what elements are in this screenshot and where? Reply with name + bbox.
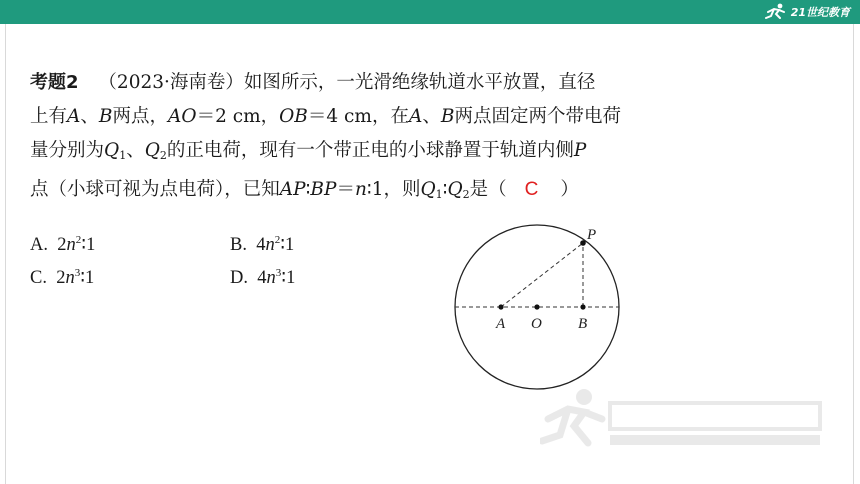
text-segment: ） [560,179,579,200]
exponent: 3 [275,267,282,279]
text-segment: 、 [126,140,145,161]
question-source: （2023·海南卷） [98,72,244,93]
point-o [534,304,539,309]
segment-ao-symbol: AO [168,106,197,127]
option-ratio: ∶1 [81,235,96,255]
segment-ap-symbol: AP [279,179,306,200]
option-ratio: ∶1 [280,235,295,255]
label-a: A [496,316,506,332]
text-segment: ＝ [336,179,355,200]
option-letter: A. [30,235,48,255]
point-b-symbol: B [98,106,113,127]
brand-logo-text: 21世纪教育 [790,6,850,19]
label-o: O [531,316,542,332]
text-segment: ＝2 cm， [196,106,280,127]
left-divider [5,24,6,484]
question-text [30,66,710,212]
question-line-1-text: 如图所示，一光滑绝缘轨道水平放置，直径 [243,72,596,93]
point-b-symbol: B [440,106,455,127]
label-p: P [587,227,597,243]
subscript: 2 [159,149,167,162]
option-ratio: ∶1 [80,268,95,288]
point-a-symbol: A [408,106,423,127]
option-letter: B. [230,235,247,255]
text-segment: ∶ [305,179,311,200]
point-a-symbol: A [67,106,81,127]
exponent: 3 [74,267,81,279]
text-segment: 是（ [469,179,507,200]
label-b: B [578,316,588,332]
text-segment: 两点固定两个带电荷 [454,106,621,127]
exponent: 2 [274,234,281,246]
option-coefficient: 4 [256,235,266,255]
track-diagram [440,222,640,402]
text-segment: ∶1，则 [366,179,421,200]
segment-ob-symbol: OB [279,106,308,127]
answer-mark: C [524,179,539,200]
option-c[interactable] [30,257,94,295]
option-ratio: ∶1 [281,268,296,288]
option-coefficient: 2 [56,268,66,288]
option-coefficient: 2 [57,235,67,255]
option-d[interactable] [230,257,295,295]
option-letter: D. [230,268,248,288]
text-segment: 两点， [112,106,169,127]
point-p-symbol: P [573,140,587,161]
variable-n: n [65,268,75,288]
text-segment: 点（小球可视为点电荷），已知 [30,179,280,200]
exponent: 2 [75,234,82,246]
text-segment: ∶ [442,179,448,200]
text-segment: 、 [80,106,99,127]
charge-q-symbol: Q [144,140,160,161]
point-a [498,304,503,309]
question-line-4 [30,173,710,212]
question-line-1 [30,66,710,100]
right-divider [853,24,854,484]
subscript: 2 [462,188,470,201]
top-banner [0,0,860,24]
question-label: 考题2 [30,72,79,93]
subscript: 1 [435,188,443,201]
charge-q-symbol: Q [420,179,436,200]
segment-bp-symbol: BP [310,179,337,200]
charge-q-symbol: Q [104,140,120,161]
variable-n: n [66,235,76,255]
line-ap [501,243,583,307]
text-segment: 上有 [30,106,68,127]
watermark-logo [540,385,830,455]
text-segment: ＝4 cm，在 [307,106,409,127]
subscript: 1 [119,149,127,162]
variable-n: n [354,179,367,200]
runner-icon [765,3,787,21]
variable-n: n [265,235,275,255]
text-segment: 量分别为 [30,140,105,161]
charge-q-symbol: Q [447,179,463,200]
point-p [580,240,586,246]
brand-logo [765,2,850,22]
variable-n: n [266,268,276,288]
question-line-3 [30,134,710,173]
text-segment: 的正电荷，现有一个带正电的小球静置于轨道内侧 [166,140,574,161]
question-line-2 [30,100,710,134]
point-b [580,304,585,309]
option-letter: C. [30,268,47,288]
option-coefficient: 4 [257,268,267,288]
text-segment: 、 [422,106,441,127]
